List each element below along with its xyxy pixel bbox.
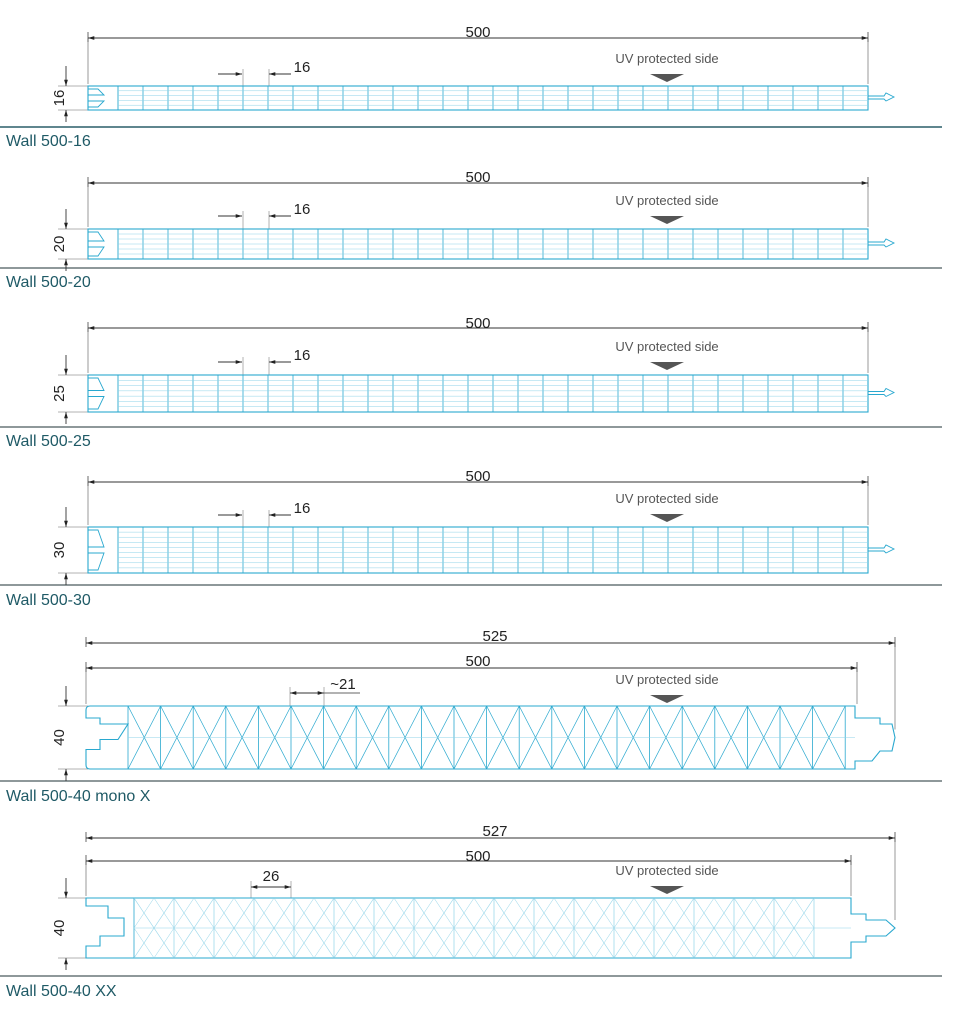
profile-4-width-dim-label: 500 [465, 468, 491, 485]
profile-1-groove-bottom [88, 101, 104, 107]
profile-1-pitch-label: 16 [293, 59, 311, 76]
profile-title-wall-500-16: Wall 500-16 [6, 133, 91, 150]
profile-3-tongue [868, 389, 894, 397]
profile-2-thickness-label: 20 [50, 235, 68, 253]
profile-2-width-dim-label: 500 [465, 169, 491, 186]
profile-title-wall-500-20: Wall 500-20 [6, 274, 91, 291]
profile-1-uv-label: UV protected side [615, 51, 719, 66]
profile-6-total-dim-label: 527 [482, 823, 508, 840]
profile-1-uv-marker [650, 74, 684, 82]
profile-4-groove-bottom [88, 553, 104, 570]
profile-3-groove-top [88, 378, 104, 391]
profile-3-uv-marker [650, 362, 684, 370]
profile-4-tongue [868, 545, 894, 553]
profile-2-groove-bottom [88, 247, 104, 256]
profile-4-groove-top [88, 530, 104, 547]
profile-3-width-dim-label: 500 [465, 315, 491, 332]
profile-1-groove-top [88, 89, 104, 95]
profile-1-panel-outline [88, 86, 868, 110]
profile-3-thickness-label: 25 [50, 385, 68, 402]
profile-5-total-dim-label: 525 [482, 628, 508, 645]
profile-2-pitch-label: 16 [293, 201, 311, 218]
profile-3-panel-outline [88, 375, 868, 412]
profile-4-thickness-label: 30 [50, 541, 68, 559]
profile-2-uv-marker [650, 216, 684, 224]
profile-4-uv-label: UV protected side [615, 491, 719, 506]
profile-5-width-dim-label: 500 [465, 653, 491, 670]
profile-4-uv-marker [650, 514, 684, 522]
profile-5-uv-label: UV protected side [615, 672, 719, 687]
profile-5-pitch-label: ~21 [330, 676, 356, 693]
profile-title-wall-500-40-xx: Wall 500-40 XX [6, 983, 117, 1000]
profile-1-width-dim-label: 500 [465, 24, 491, 41]
profile-1-thickness-label: 16 [50, 89, 68, 107]
profile-6-uv-marker [650, 886, 684, 894]
profile-3-groove-bottom [88, 397, 104, 410]
profile-1-tongue [868, 93, 894, 101]
profile-6-uv-label: UV protected side [615, 863, 719, 878]
profile-5-thickness-label: 40 [50, 729, 68, 746]
profile-6-thickness-label: 40 [50, 919, 68, 937]
profile-5-uv-marker [650, 695, 684, 703]
profile-3-uv-label: UV protected side [615, 339, 719, 354]
profile-title-wall-500-30: Wall 500-30 [6, 592, 91, 609]
profile-2-tongue [868, 239, 894, 247]
profile-title-wall-500-40-mono-x: Wall 500-40 mono X [6, 788, 151, 805]
profile-6-pitch-label: 26 [262, 868, 280, 885]
profile-4-panel-outline [88, 527, 868, 573]
profile-2-uv-label: UV protected side [615, 193, 719, 208]
profile-title-wall-500-25: Wall 500-25 [6, 433, 91, 450]
profile-6-width-dim-label: 500 [465, 848, 491, 865]
profile-2-groove-top [88, 232, 104, 241]
profile-4-pitch-label: 16 [293, 500, 311, 517]
profile-3-pitch-label: 16 [293, 347, 311, 364]
